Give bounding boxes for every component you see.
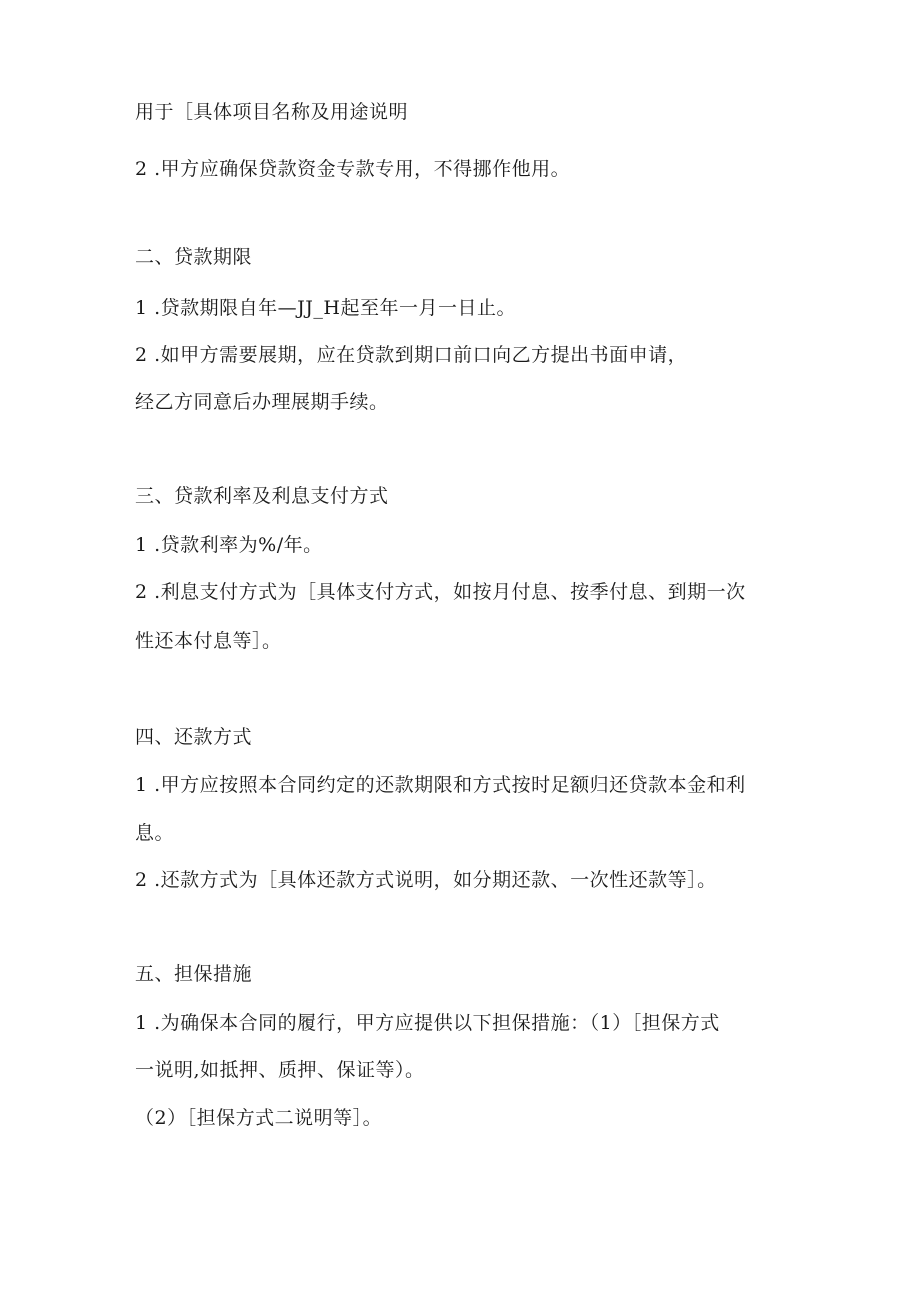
section-heading-repayment: 四、还款方式: [135, 726, 253, 748]
text-line-5-1: 1 .为确保本合同的履行，甲方应提供以下担保措施：（1）［担保方式: [135, 1012, 720, 1034]
text-line-3-2-cont: 性还本付息等］。: [135, 630, 282, 652]
text-line-1-2: 2 .甲方应确保贷款资金专款专用，不得挪作他用。: [135, 158, 571, 180]
section-heading-loan-term: 二、贷款期限: [135, 246, 253, 268]
text-line-4-1: 1 .甲方应按照本合同约定的还款期限和方式按时足额归还贷款本金和利: [135, 774, 746, 796]
text-line-5-2: （2）［担保方式二说明等］。: [135, 1107, 383, 1129]
section-heading-interest: 三、贷款利率及利息支付方式: [135, 485, 389, 507]
text-line-2-2: 2 .如甲方需要展期，应在贷款到期口前口向乙方提出书面申请，: [135, 344, 688, 366]
text-line-5-1-cont: 一说明,如抵押、质押、保证等）。: [135, 1059, 425, 1081]
text-line-4-1-cont: 息。: [135, 822, 175, 844]
text-line-2-2-cont: 经乙方同意后办理展期手续。: [135, 391, 389, 413]
text-line-3-1: 1 .贷款利率为%/年。: [135, 534, 323, 556]
section-heading-guarantee: 五、担保措施: [135, 963, 253, 985]
text-line-purpose: 用于［具体项目名称及用途说明: [135, 101, 409, 123]
text-line-4-2: 2 .还款方式为［具体还款方式说明，如分期还款、一次性还款等］。: [135, 869, 717, 891]
text-line-3-2: 2 .利息支付方式为［具体支付方式，如按月付息、按季付息、到期一次: [135, 581, 746, 603]
text-line-2-1: 1 .贷款期限自年—JJ_H起至年一月一日止。: [135, 297, 516, 319]
